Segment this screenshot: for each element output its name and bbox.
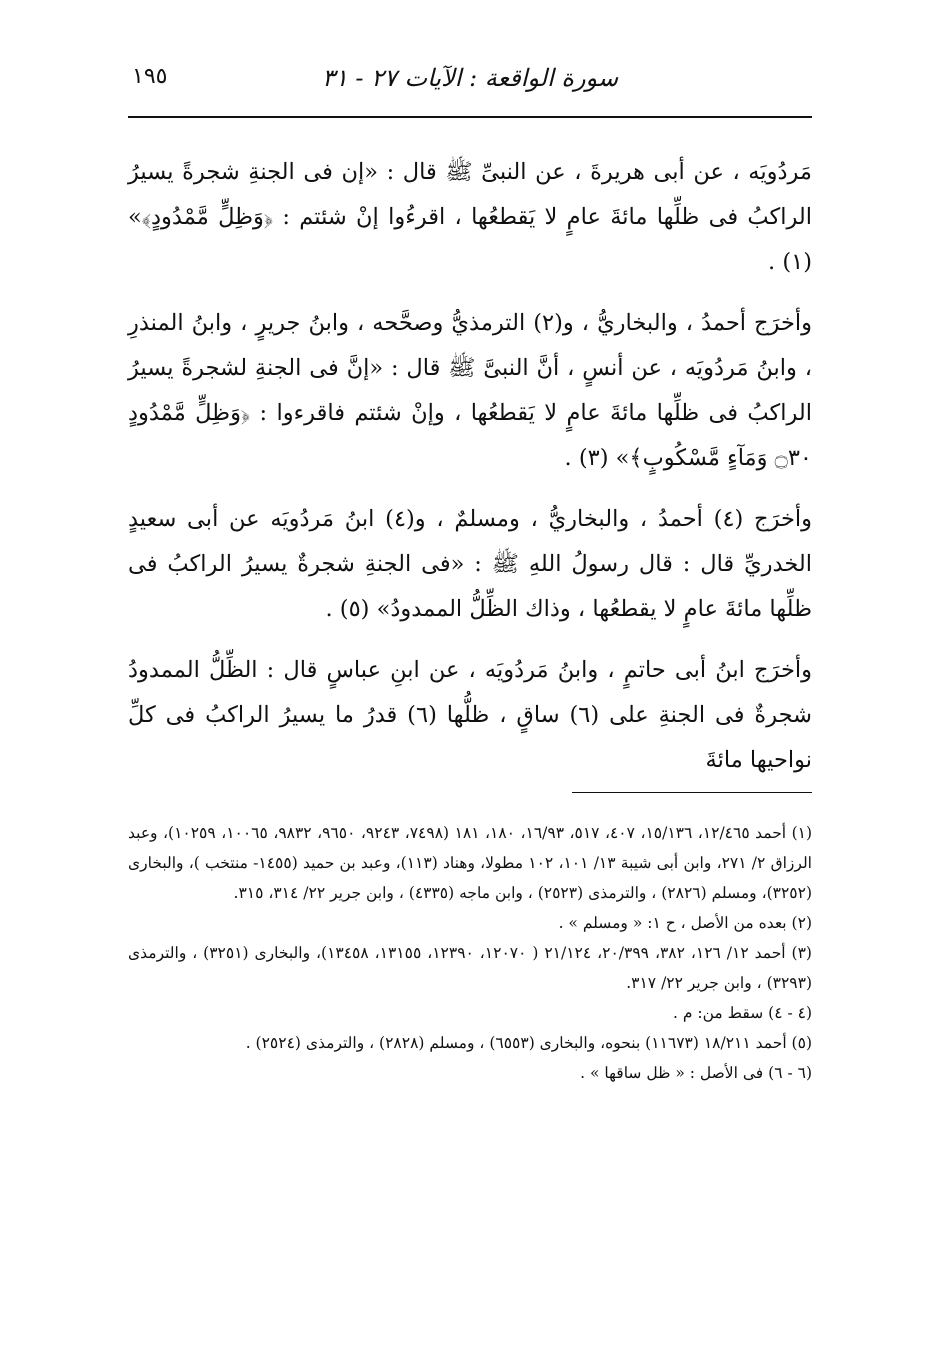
main-text xyxy=(128,150,812,799)
footnote-1: (١) أحمد ١٢/٤٦٥، ١٥/١٣٦، ٤٠٧، ٥١٧، ١٦/٩٣، ١٨٠، ١٨١ (٧٤٩٨، ٩٢٤٣، ٩٦٥٠، ٩٨٣٢، ١٠٠٦٥، ١٠٢٥٩)، وعبد الرزاق ٢/ ٢٧١، وابن أبى شيبة ١٣/ ١٠١، ١٠٢ مطولا، وهناد (١١٣)، وعبد بن حميد (١٤٥٥- منتخب )، والبخارى (٣٢٥٢)، ومسلم (٢٨٢٦) ، والترمذى (٢٥٢٣) ، وابن ماجه (٤٣٣٥) ، وابن جرير ٢٢/ ٣١٤، ٣١٥. xyxy=(128,824,813,902)
footnotes xyxy=(128,818,812,1088)
running-header xyxy=(128,60,812,108)
paragraph-4: وأخرَج ابنُ أبى حاتمٍ ، وابنُ مَردُويَه ، عن ابنِ عباسٍ قال : الظِّلُّ الممدودُ شجرةٌ فى الجنةِ على (٦) ساقٍ ، ظلُّها (٦) قدرُ ما يسيرُ الراكبُ فى كلِّ نواحيها مائةَ xyxy=(128,657,812,773)
page xyxy=(128,60,813,1082)
footnote-2: (٢) بعده من الأصل ، ح ١: « ومسلم » . xyxy=(558,914,812,932)
footnote-3: (٣) أحمد ١٢/ ١٢٦، ٣٨٢، ٢٠/٣٩٩، ٢١/١٢٤ ( ١٢٠٧٠، ١٢٣٩٠، ١٣١٥٥، ١٣٤٥٨)، والبخارى (٣٢٥١) ، والترمذى (٣٢٩٣) ، وابن جرير ٢٢/ ٣١٧. xyxy=(128,944,812,992)
footnote-5: (٥) أحمد ١٨/٢١١ (١١٦٧٣) بنحوه، والبخارى (٦٥٥٣) ، ومسلم (٢٨٢٨) ، والترمذى (٢٥٢٤) . xyxy=(245,1034,812,1052)
paragraph-2: وأخرَج أحمدُ ، والبخاريُّ ، و(٢) الترمذيُّ وصحَّحه ، وابنُ جريرٍ ، وابنُ المنذرِ ، وابنُ مَردُويَه ، عن أنسٍ ، أنَّ النبىَّ ﷺ قال : «إنَّ فى الجنةِ لشجرةً يسيرُ الراكبُ فى ظلِّها مائةَ عامٍ لا يَقطعُها ، وإنْ شئتم فاقرءوا : ﴿وَظِلٍّ مَّمْدُودٍ ۝٣٠ وَمَآءٍ مَّسْكُوبٍ﴾» (٣) . xyxy=(128,310,812,471)
footnote-4: (٤ - ٤) سقط من: م . xyxy=(673,1004,812,1022)
paragraph-1: مَردُويَه ، عن أبى هريرةَ ، عن النبىِّ ﷺ قال : «إن فى الجنةِ شجرةً يسيرُ الراكبُ فى ظلِّها مائةَ عامٍ لا يَقطعُها ، اقرءُوا إنْ شئتم : ﴿وَظِلٍّ مَّمْدُودٍ﴾» (١) . xyxy=(128,159,812,275)
running-title: سورة الواقعة : الآيات ٢٧ - ٣١ xyxy=(321,64,619,92)
paragraph-3: وأخرَج (٤) أحمدُ ، والبخاريُّ ، ومسلمٌ ، و(٤) ابنُ مَردُويَه عن أبى سعيدٍ الخدريِّ قال : قال رسولُ اللهِ ﷺ : «فى الجنةِ شجرةٌ يسيرُ الراكبُ فى ظلِّها مائةَ عامٍ لا يقطعُها ، وذاك الظِّلُّ الممدودُ» (٥) . xyxy=(128,506,813,622)
page-number: ١٩٥ xyxy=(132,64,168,89)
header-rule xyxy=(128,116,812,118)
footnote-separator xyxy=(572,792,812,793)
footnote-6: (٦ - ٦) فى الأصل : « ظل ساقها » . xyxy=(580,1064,812,1082)
